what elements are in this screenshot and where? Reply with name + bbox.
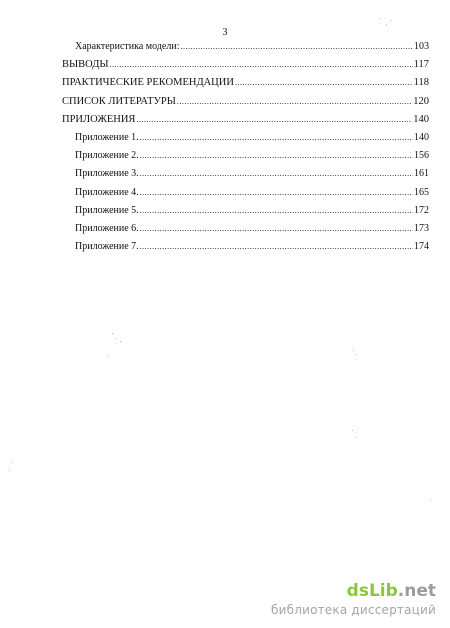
toc-dot-leader (140, 224, 413, 233)
toc-entry-page: 161 (414, 168, 429, 180)
toc-entry-title: Приложение 5. (75, 204, 139, 216)
toc-dot-leader (140, 242, 413, 251)
watermark-brand-suffix: .net (397, 581, 436, 601)
toc-dot-leader (140, 188, 413, 197)
toc-entry-page: 156 (414, 150, 429, 162)
toc-entry (62, 77, 429, 95)
watermark-brand (271, 583, 436, 600)
toc-dot-leader (140, 151, 413, 160)
toc-entry-title: Приложение 2. (75, 150, 139, 162)
toc-entry-page: 118 (413, 77, 429, 89)
toc-entry-title: Приложение 7. (75, 241, 139, 253)
toc-dot-leader (140, 169, 413, 178)
toc-entry-title: Приложение 3. (75, 168, 139, 180)
toc-entry-title: Характеристика модели: (75, 41, 180, 52)
toc-entry (62, 241, 429, 259)
toc-entry-page: 103 (414, 41, 429, 52)
toc-entry-title: Приложение 1. (75, 131, 139, 143)
toc-entry (62, 223, 429, 241)
toc-entry (62, 150, 429, 168)
toc-entry-title: ПРАКТИЧЕСКИЕ РЕКОМЕНДАЦИИ (62, 77, 234, 89)
toc-entry (62, 168, 429, 186)
toc-entry-page: 165 (414, 186, 429, 198)
toc-entry (62, 59, 429, 77)
toc-entry-title: СПИСОК ЛИТЕРАТУРЫ (62, 95, 176, 107)
toc-entry-page: 174 (414, 241, 429, 253)
watermark-tagline: библиотека диссертаций (271, 603, 436, 617)
toc-entry-page: 172 (414, 204, 429, 216)
toc-entry-page: 140 (413, 113, 429, 125)
toc-entry-page: 120 (413, 95, 429, 107)
toc-dot-leader (180, 42, 413, 51)
toc-entry-title: Приложение 6. (75, 222, 139, 234)
dslib-watermark (271, 583, 436, 617)
toc-entry (62, 41, 429, 59)
toc-dot-leader (140, 133, 413, 142)
toc-entry-title: ВЫВОДЫ (62, 59, 109, 71)
toc-entry (62, 96, 429, 114)
toc-entry (62, 114, 429, 132)
toc-dot-leader (235, 78, 413, 87)
toc-entry-page: 140 (414, 131, 429, 143)
table-of-contents (62, 41, 429, 259)
page-number: 3 (222, 27, 228, 38)
toc-dot-leader (140, 206, 413, 215)
toc-dot-leader (177, 97, 412, 106)
toc-entry (62, 205, 429, 223)
toc-entry (62, 132, 429, 150)
toc-entry-page: 117 (413, 59, 429, 71)
toc-entry (62, 187, 429, 205)
toc-entry-page: 173 (414, 222, 429, 234)
watermark-brand-prefix: dsLib (346, 581, 398, 601)
toc-entry-title: Приложение 4. (75, 186, 139, 198)
toc-dot-leader (136, 115, 412, 124)
toc-dot-leader (110, 60, 413, 69)
toc-entry-title: ПРИЛОЖЕНИЯ (62, 113, 136, 125)
